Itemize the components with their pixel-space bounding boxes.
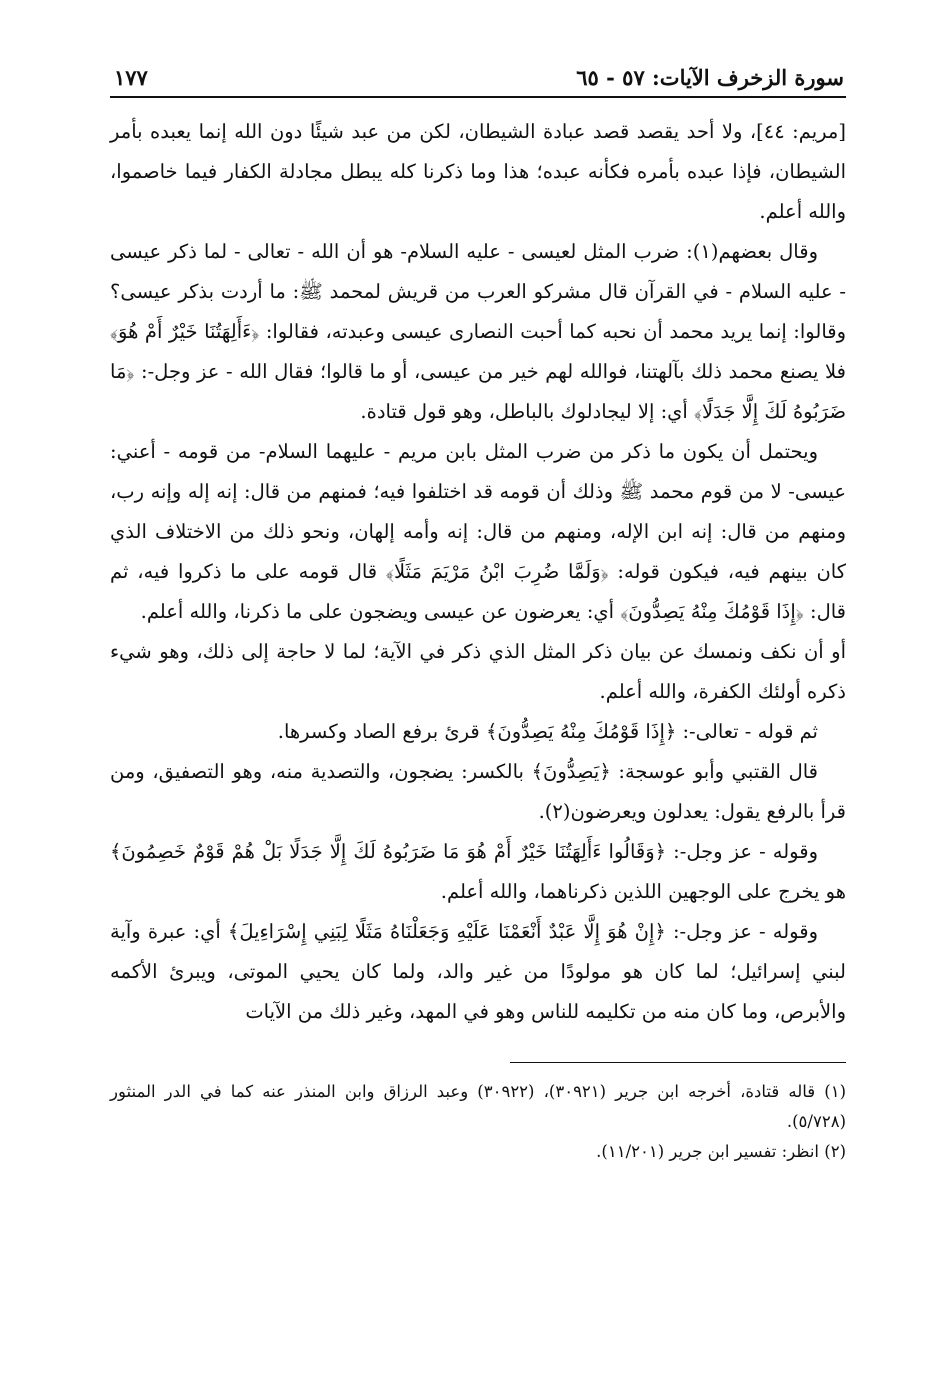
paragraph: [مريم: ٤٤]، ولا أحد يقصد قصد عبادة الشيطان، لكن من عبد شيئًا دون الله إنما يعبده بأمر الشيطان، فإذا عبده بأمره فكأنه عبده؛ هذا وما ذكرنا كله يبطل مجادلة الكفار فيما خاصموا، والله أعلم.	[110, 120, 846, 223]
page-header	[110, 48, 846, 90]
paragraph: وقال بعضهم(١): ضرب المثل لعيسى - عليه السلام- هو أن الله - تعالى - لما ذكر عيسى - عليه السلام - في القرآن قال مشركو العرب من قريش لمحمد ﷺ: ما أردت بذكر عيسى؟ وقالوا: إنما يريد محمد أن نحبه كما أحبت النصارى عيسى وعبدته، فقالوا: ﴿ءَأَلِهَتُنَا خَيْرٌ أَمْ هُوَ﴾ فلا يصنع محمد ذلك بآلهتنا، فوالله لهم خير من عيسى، أو ما قالوا؛ فقال الله - عز وجل-: ﴿مَا ضَرَبُوهُ لَكَ إِلَّا جَدَلًا﴾ أي: إلا ليجادلوك بالباطل، وهو قول قتادة.	[110, 240, 846, 423]
book-page	[110, 48, 846, 1368]
footnote-rule	[510, 1062, 846, 1063]
footnote: (٢) انظر: تفسير ابن جرير (١١/٢٠١).	[596, 1142, 846, 1161]
footnote: (١) قاله قتادة، أخرجه ابن جرير (٣٠٩٢١)، (٣٠٩٢٢) وعبد الرزاق وابن المنذر عنه كما في الدر المنثور (٥/٧٢٨).	[110, 1082, 847, 1131]
paragraph: ثم قوله - تعالى-: ﴿إِذَا قَوْمُكَ مِنْهُ يَصِدُّونَ﴾ قرئ برفع الصاد وكسرها.	[277, 720, 818, 743]
running-title: سورة الزخرف الآيات: ٥٧ - ٦٥	[576, 65, 844, 90]
paragraph: وقوله - عز وجل-: ﴿وَقَالُوا ءَأَلِهَتُنَا خَيْرٌ أَمْ هُوَ مَا ضَرَبُوهُ لَكَ إِلَّا جَدَلًا بَلْ هُمْ قَوْمٌ خَصِمُونَ﴾ هو يخرج على الوجهين اللذين ذكرناهما، والله أعلم.	[110, 840, 846, 903]
paragraph: أو أن نكف ونمسك عن بيان ذكر المثل الذي ذكر في الآية؛ لما لا حاجة إلى ذلك، وهو شيء ذكره أولئك الكفرة، والله أعلم.	[110, 640, 846, 703]
main-text	[110, 112, 846, 1032]
footnotes	[110, 1077, 846, 1167]
paragraph: ويحتمل أن يكون ما ذكر من ضرب المثل بابن مريم - عليهما السلام- من قومه - أعني: عيسى- لا من قوم محمد ﷺ وذلك أن قومه قد اختلفوا فيه؛ فمنهم من قال: إنه إله وإنه رب، ومنهم من قال: إنه ابن الإله، ومنهم من قال: إنه وأمه إلهان، ونحو ذلك من الاختلاف الذي كان بينهم فيه، فيكون قوله: ﴿وَلَمَّا ضُرِبَ ابْنُ مَرْيَمَ مَثَلًا﴾ قال قومه على ما ذكروا فيه، ثم قال: ﴿إِذَا قَوْمُكَ مِنْهُ يَصِدُّونَ﴾ أي: يعرضون عن عيسى ويضجون على ما ذكرنا، والله أعلم.	[110, 440, 847, 623]
paragraph: قال القتبي وأبو عوسجة: ﴿يَصِدُّونَ﴾ بالكسر: يضجون، والتصدية منه، وهو التصفيق، ومن قرأ بالرفع يقول: يعدلون ويعرضون(٢).	[110, 760, 846, 823]
paragraph: وقوله - عز وجل-: ﴿إِنْ هُوَ إِلَّا عَبْدٌ أَنْعَمْنَا عَلَيْهِ وَجَعَلْنَاهُ مَثَلًا لِبَنِي إِسْرَاءِيلَ﴾ أي: عبرة وآية لبني إسرائيل؛ لما كان هو مولودًا من غير والد، ولما كان يحيي الموتى، ويبرئ الأكمه والأبرص، وما كان منه من تكليمه للناس وهو في المهد، وغير ذلك من الآيات	[110, 920, 846, 1023]
header-rule	[110, 96, 846, 98]
page-number: ١٧٧	[114, 65, 148, 90]
